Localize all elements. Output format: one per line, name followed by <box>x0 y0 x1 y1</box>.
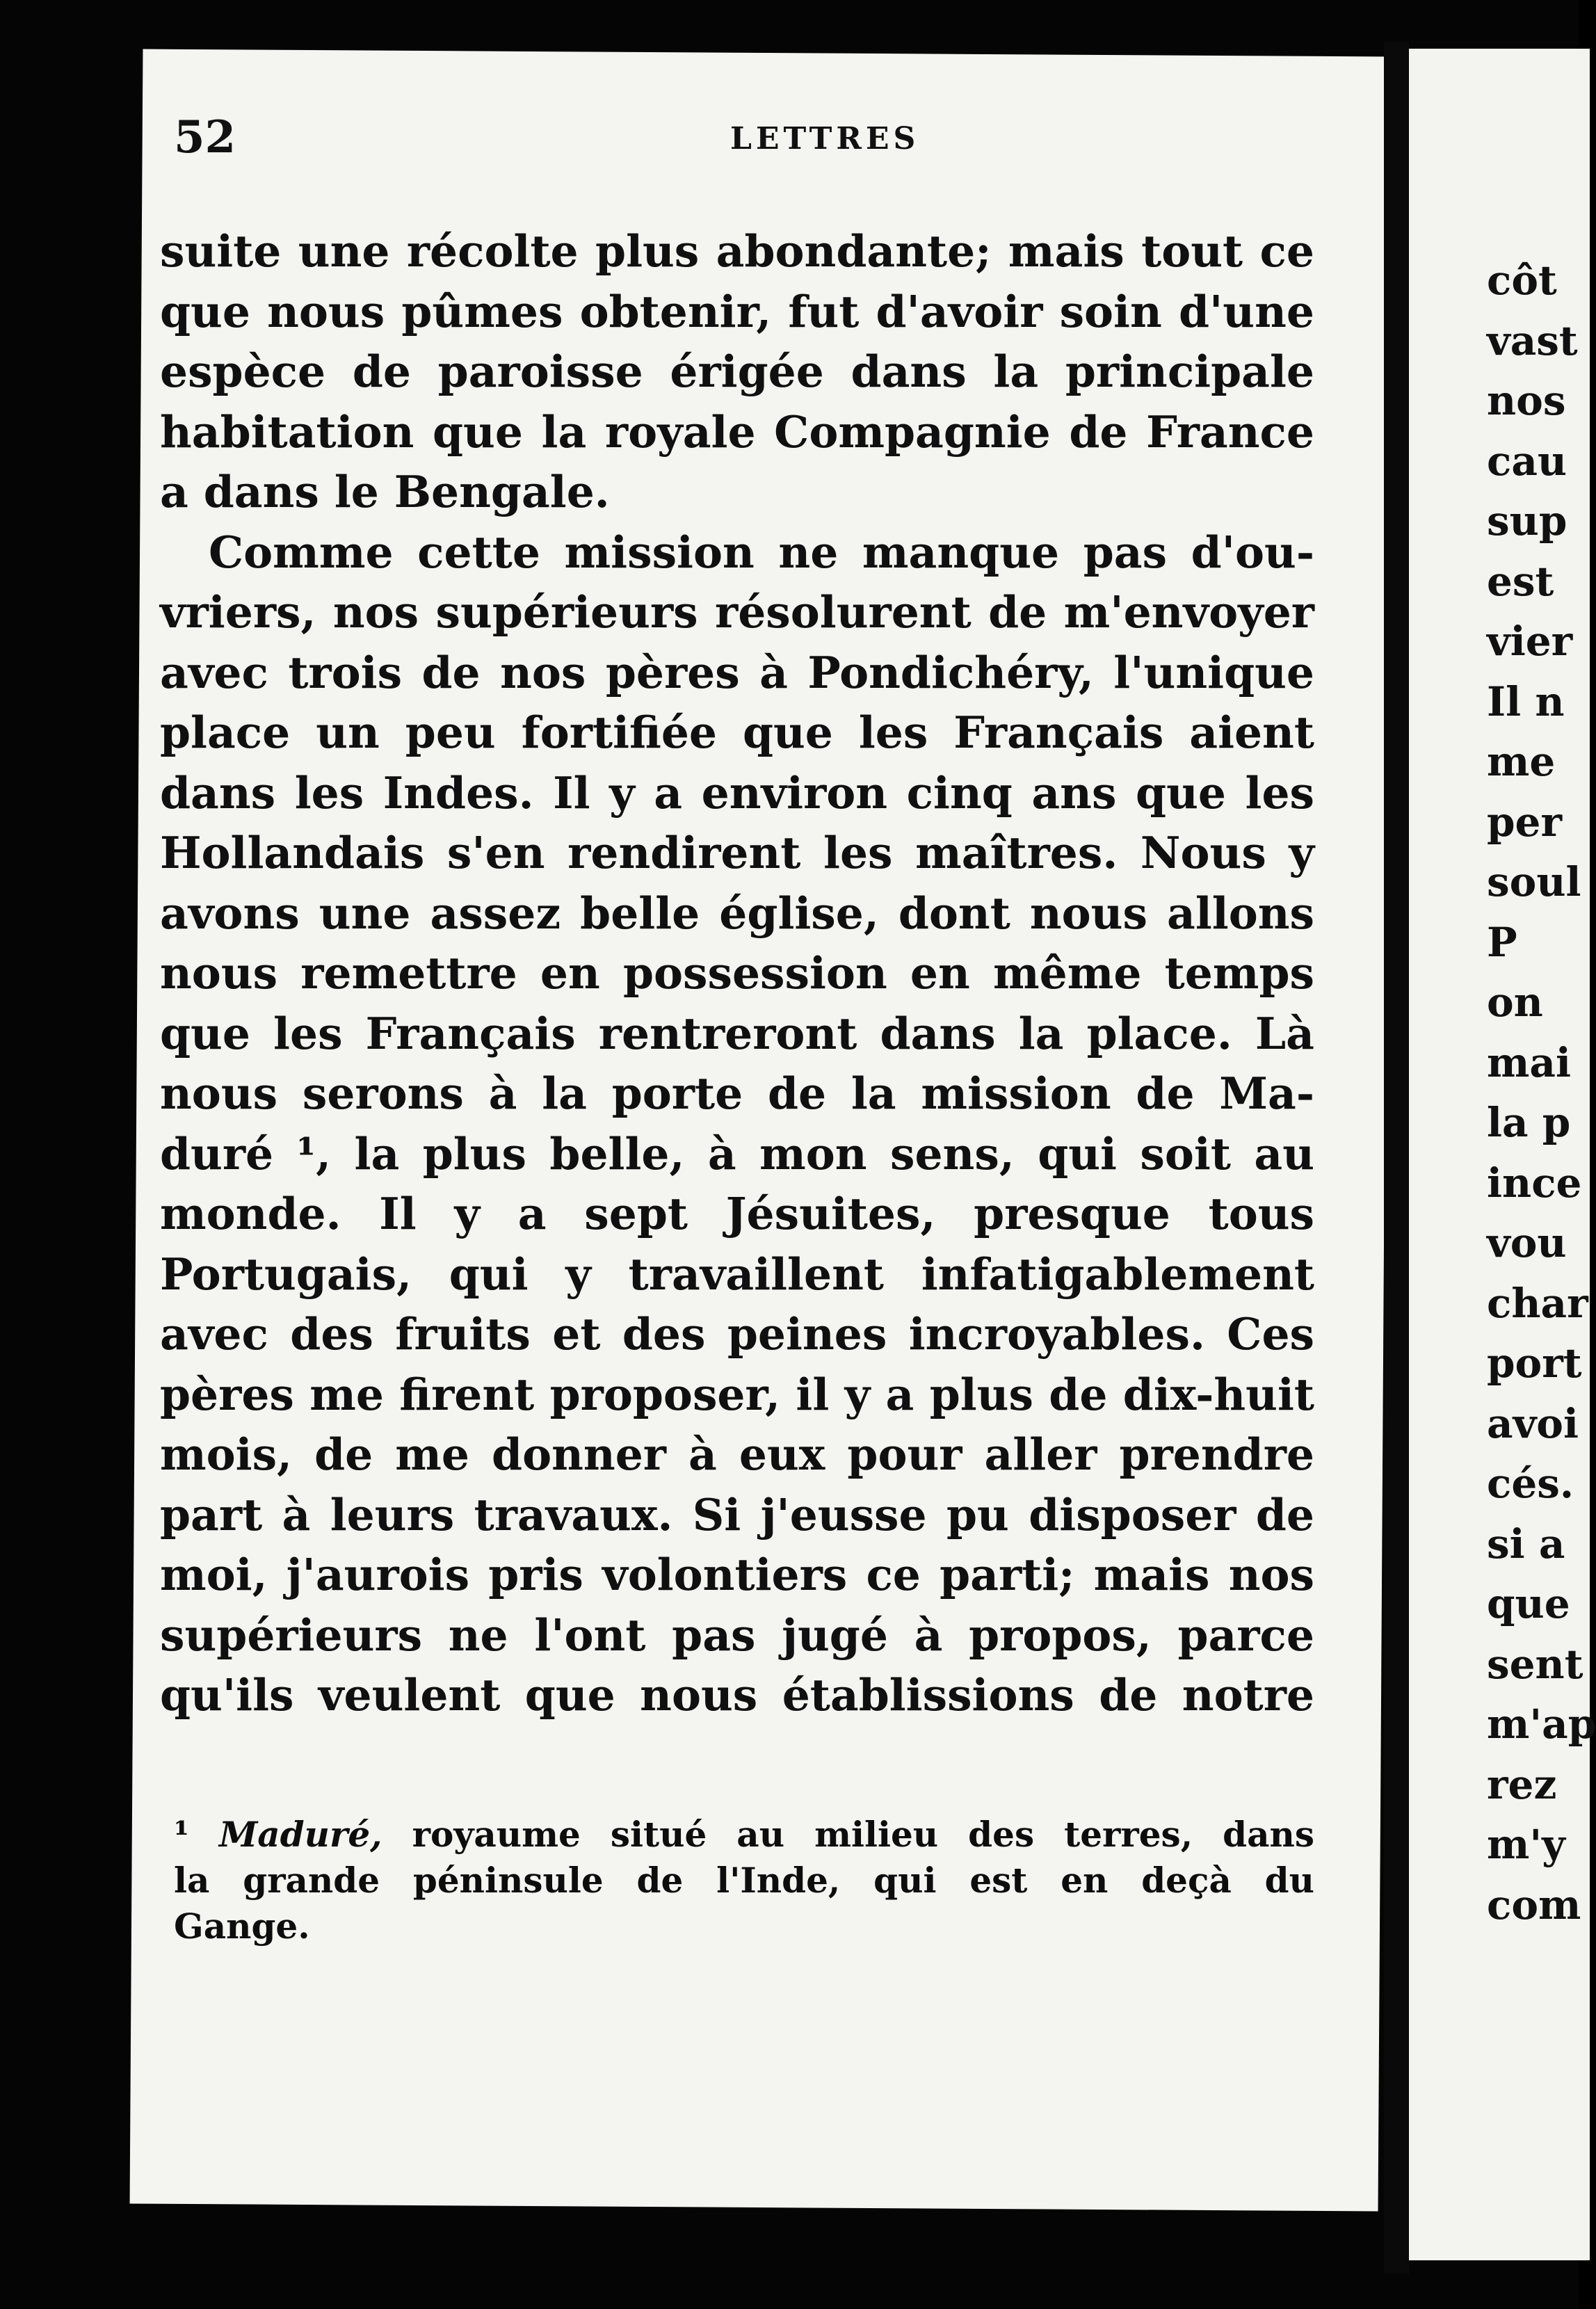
right-line-fragment: m'ap <box>1487 1700 1596 1748</box>
text-line: qu'ils veulent que nous établissions de notre <box>160 1669 1314 1721</box>
text-line: espèce de paroisse érigée dans la principale <box>160 346 1314 397</box>
text-line: Comme cette mission ne manque pas d'ou- <box>209 526 1314 578</box>
right-line-fragment: vast <box>1487 316 1578 364</box>
footnote-line <box>174 1812 1314 1858</box>
footnote <box>174 1812 1314 1949</box>
text-line: supérieurs ne l'ont pas jugé à propos, parce <box>160 1609 1314 1661</box>
footnote-line: Gange. <box>174 1906 310 1947</box>
right-line-fragment: avoi <box>1487 1399 1579 1447</box>
right-page-text <box>1487 250 1596 1935</box>
right-line-fragment: cés. <box>1487 1460 1574 1507</box>
text-line: monde. Il y a sept Jésuites, presque tous <box>160 1188 1314 1239</box>
right-line-fragment: per <box>1487 798 1563 846</box>
text-line: pères me firent proposer, il y a plus de dix-huit <box>160 1368 1314 1420</box>
text-line: nous remettre en possession en même temps <box>160 947 1314 999</box>
right-line-fragment: côt <box>1487 257 1557 304</box>
footnote-term: Maduré, <box>218 1814 382 1855</box>
text-line: avons une assez belle église, dont nous allons <box>160 887 1314 939</box>
right-line-fragment: port <box>1487 1339 1582 1387</box>
footnote-mark: ¹ <box>174 1814 189 1855</box>
body-text <box>160 221 1314 1725</box>
right-line-fragment: ince <box>1487 1159 1582 1207</box>
text-line: a dans le Bengale. <box>160 466 610 517</box>
text-line: mois, de me donner à eux pour aller prendre <box>160 1429 1314 1480</box>
text-line: avec des fruits et des peines incroyables. Ces <box>160 1308 1314 1360</box>
right-line-fragment: m'y <box>1487 1821 1565 1868</box>
book-gutter <box>1384 42 1409 2274</box>
right-line-fragment: P <box>1487 918 1517 966</box>
right-line-fragment: la p <box>1487 1099 1571 1146</box>
text-line: que les Français rentreront dans la place. Là <box>160 1007 1314 1059</box>
right-line-fragment: sup <box>1487 497 1567 545</box>
right-line-fragment: me <box>1487 738 1556 785</box>
right-line-fragment: on <box>1487 979 1543 1026</box>
text-line: place un peu fortifiée que les Français aient <box>160 707 1314 758</box>
text-line: Portugais, qui y travaillent infatigablement <box>160 1248 1314 1300</box>
footnote-line: la grande péninsule de l'Inde, qui est en deçà du <box>174 1860 1314 1901</box>
right-line-fragment: que <box>1487 1580 1570 1627</box>
right-line-fragment: rez <box>1487 1760 1557 1808</box>
text-line: habitation que la royale Compagnie de France <box>160 405 1314 458</box>
right-line-fragment: char <box>1487 1279 1588 1327</box>
right-line-fragment: cau <box>1487 437 1567 485</box>
text-line: part à leurs travaux. Si j'eusse pu disposer de <box>160 1488 1314 1540</box>
text-line: dans les Indes. Il y a environ cinq ans que les <box>160 766 1314 819</box>
right-line-fragment: sent <box>1487 1640 1583 1688</box>
right-line-fragment: com <box>1487 1881 1581 1929</box>
text-line: suite une récolte plus abondante; mais tout ce <box>160 225 1314 277</box>
text-line: nous serons à la porte de la mission de Ma- <box>160 1068 1314 1119</box>
text-line: avec trois de nos pères à Pondichéry, l'unique <box>160 646 1314 698</box>
running-head: LETTRES <box>730 121 920 156</box>
text-line: vriers, nos supérieurs résolurent de m'envoyer <box>160 586 1314 638</box>
right-line-fragment: vier <box>1487 618 1573 665</box>
page-number: 52 <box>174 111 236 163</box>
right-line-fragment: Il n <box>1487 677 1565 725</box>
right-line-fragment: est <box>1487 557 1554 605</box>
text-line: que nous pûmes obtenir, fut d'avoir soin d'une <box>160 285 1314 337</box>
footnote-text: royaume situé au milieu des terres, dans <box>412 1814 1314 1855</box>
right-line-fragment: vou <box>1487 1219 1567 1266</box>
text-line: moi, j'aurois pris volontiers ce parti; mais nos <box>160 1549 1314 1600</box>
page-header <box>174 111 1321 174</box>
text-line: Hollandais s'en rendirent les maîtres. Nous y <box>160 827 1314 878</box>
right-line-fragment: mai <box>1487 1038 1571 1086</box>
right-line-fragment: si a <box>1487 1520 1565 1568</box>
text-line: duré ¹, la plus belle, à mon sens, qui soit au <box>160 1127 1314 1180</box>
right-line-fragment: soul <box>1487 858 1581 906</box>
right-line-fragment: nos <box>1487 377 1566 424</box>
